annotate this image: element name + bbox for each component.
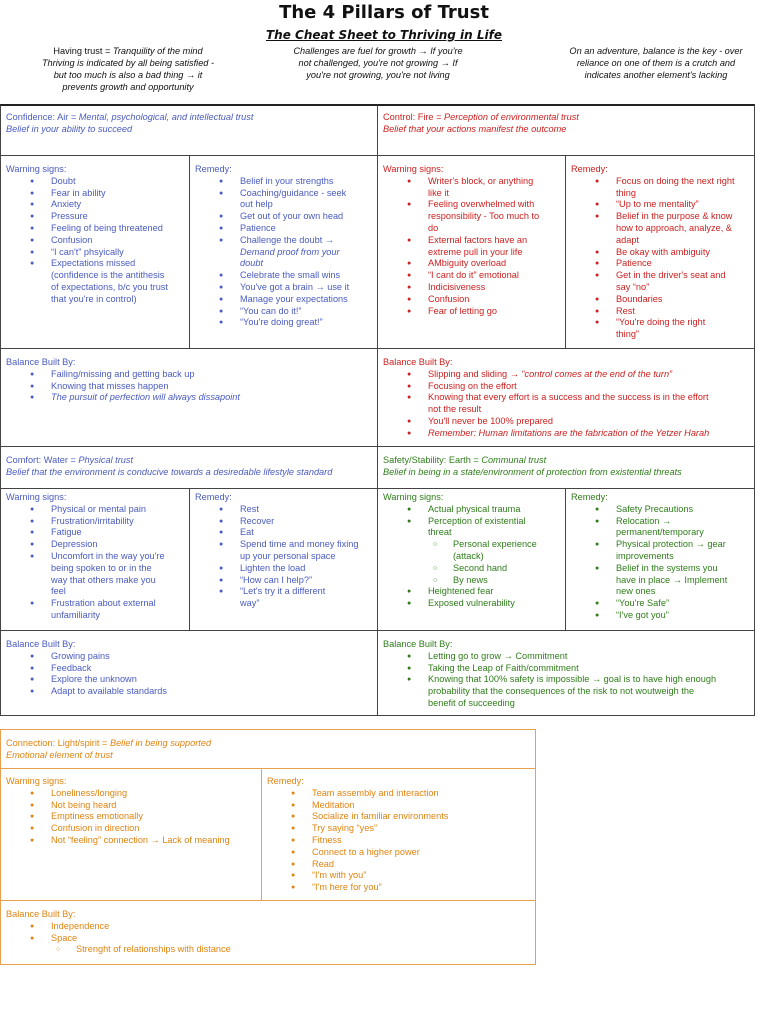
list-item: ● Fatigue xyxy=(6,527,183,539)
list-item: extreme pull in your life xyxy=(428,246,523,257)
list-item: ● Slipping and sliding → “control comes at the end of the turn” xyxy=(383,369,749,381)
list-item: ● Depression xyxy=(6,539,183,551)
list-item: ● Focusing on the effort xyxy=(383,381,749,393)
confidence-remedy: Remedy: ● Belief in your strengths ● Coaching/guidance - seek out help ● Get out of your own head ● Patience ● Challenge the doubt → Demand proof from your doubt ● Celebrate the small wins ● You've got a brain → use it ● Manage your expectations ● “You can do it!” ● “You're doing great!” xyxy=(189,160,377,333)
list-item: ● Boundaries xyxy=(571,294,749,306)
list-item: ● Uncomfort in the way you're xyxy=(6,551,183,563)
list-item: ● Patience xyxy=(571,258,749,270)
list-item: ● The pursuit of perfection will always dissapoint xyxy=(6,392,371,404)
intro-challenges: Challenges are fuel for growth → If you're not challenged, you're not growing → If you're not growing, you're not living xyxy=(293,46,463,80)
list-item: ● Not “feeling” connection → Lack of meaning xyxy=(6,835,255,847)
list-item: ● Fear in ability xyxy=(6,188,183,200)
list-item: ○ By news xyxy=(383,575,559,587)
list-item: ● Knowing that every effort is a success and the success is in the effort xyxy=(383,392,749,404)
list-item: ● Spend time and money fixing xyxy=(195,539,371,551)
control-balance: Balance Built By: ● Slipping and sliding → “control comes at the end of the turn” ● Focusing on the effort ● Knowing that every effort is a success and the success is in the effort not the result ● You'll never be 100% prepared ● Remember: Human limitations are the fabrication of the Yetzer Harah xyxy=(377,353,755,444)
list-item: ○ Strenght of relationships with distance xyxy=(6,944,530,956)
list-item: being spoken to or in the xyxy=(51,562,152,573)
list-item: ● Anxiety xyxy=(6,199,183,211)
list-item: ● Lighten the load xyxy=(195,563,371,575)
list-item: ● Physical or mental pain xyxy=(6,504,183,516)
list-item: ● Socialize in familiar environments xyxy=(267,811,530,823)
list-item: ● Exposed vulnerability xyxy=(383,598,559,610)
list-item: ● Recover xyxy=(195,516,371,528)
list-item: ● Writer's block, or anything xyxy=(383,176,559,188)
list-item: ● Growing pains xyxy=(6,651,371,663)
list-item: how to approach, analyze, & xyxy=(616,222,732,233)
list-item: ● External factors have an xyxy=(383,235,559,247)
list-item: ● Feeling of being threatened xyxy=(6,223,183,235)
confidence-warning: Warning signs: ● Doubt ● Fear in ability ● Anxiety ● Pressure ● Feeling of being threatened ● Confusion ● “I can't” phsyically ● Expectations missed (confidence is the antithesis of expectations, b/c you trust that you're in control) xyxy=(0,160,189,310)
list-item: ● Fear of letting go xyxy=(383,306,559,318)
list-item: ● AMbiguity overload xyxy=(383,258,559,270)
list-item: permanent/temporary xyxy=(616,527,704,538)
list-item: ● Independence xyxy=(6,921,530,933)
control-header: Control: Fire = Perception of environmental trust Belief that your actions manifest the outcome xyxy=(383,112,579,134)
list-item: ● Expectations missed xyxy=(6,258,183,270)
comfort-balance: Balance Built By: ● Growing pains ● Feedback ● Explore the unknown ● Adapt to available standards xyxy=(0,635,377,702)
list-item: improvements xyxy=(616,550,674,561)
intro-trust: Having trust = Tranquility of the mind Thriving is indicated by all being satisfied - but too much is also a bad thing → it prevents growth and opportunity xyxy=(41,46,215,92)
list-item: ● Eat xyxy=(195,527,371,539)
list-item: ● Feeling overwhelmed with xyxy=(383,199,559,211)
list-item: ● “You can do it!” xyxy=(195,306,371,318)
list-item: ● Team assembly and interaction xyxy=(267,788,530,800)
list-item: Demand proof from your xyxy=(240,246,340,257)
list-item: ● Belief in the purpose & know xyxy=(571,211,749,223)
confidence-header: Confidence: Air = Mental, psychological, and intellectual trust Belief in your ability to succeed xyxy=(6,112,254,134)
list-item: like it xyxy=(428,187,449,198)
list-item: ● “I'm here for you” xyxy=(267,882,530,894)
list-item: ● Emptiness emotionally xyxy=(6,811,255,823)
list-item: ○ Personal experience xyxy=(383,539,559,551)
list-item: benefit of succeeding xyxy=(428,697,515,708)
list-item: ● Physical protection → gear xyxy=(571,539,749,551)
list-item: up your personal space xyxy=(240,550,336,561)
list-item: ● “You're doing the right xyxy=(571,317,749,329)
list-item: ● Loneliness/longing xyxy=(6,788,255,800)
connection-remedy: Remedy: ● Team assembly and interaction ● Meditation ● Socialize in familiar environments ● Try saying “yes” ● Fitness ● Connect to a higher power ● Read ● “I'm with you” ● “I'm here for you” xyxy=(261,772,536,898)
comfort-remedy: Remedy: ● Rest ● Recover ● Eat ● Spend time and money fixing up your personal space ● Lighten the load ● “How can I help?” ● “Let's try it a different way” xyxy=(189,488,377,614)
list-item: responsibility - Too much to xyxy=(428,211,540,222)
list-item: ● Knowing that 100% safety is impossible → goal is to have high enough xyxy=(383,674,749,686)
list-item: ● Remember: Human limitations are the fabrication of the Yetzer Harah xyxy=(383,428,749,440)
list-item: do xyxy=(428,222,439,233)
list-item: ● “Let's try it a different xyxy=(195,586,371,598)
list-item: (confidence is the antithesis xyxy=(51,270,165,281)
list-item: that you're in control) xyxy=(51,293,137,304)
list-item: doubt xyxy=(240,258,263,269)
list-item: ● Read xyxy=(267,859,530,871)
list-item: new ones xyxy=(616,586,656,597)
list-item: ● Be okay with ambiguity xyxy=(571,247,749,259)
list-item: thing xyxy=(616,187,636,198)
connection-warning: Warning signs: ● Loneliness/longing ● Not being heard ● Emptiness emotionally ● Confusion in direction ● Not “feeling” connection → Lack of meaning xyxy=(0,772,261,851)
safety-balance: Balance Built By: ● Letting go to grow → Commitment ● Taking the Leap of Faith/commitment ● Knowing that 100% safety is impossible → goal is to have high enough probability that the consequences of the risk to not woutweigh the benefit of succeeding xyxy=(377,635,755,714)
list-item: ● “You're Safe” xyxy=(571,598,749,610)
list-item: ● Space xyxy=(6,933,530,945)
list-item: threat xyxy=(428,527,452,538)
list-item: out help xyxy=(240,199,273,210)
list-item: ● Coaching/guidance - seek xyxy=(195,188,371,200)
list-item: ● Patience xyxy=(195,223,371,235)
intro-balance: On an adventure, balance is the key - over reliance on one of them is a crutch and indicates another element's lacking xyxy=(569,46,743,80)
connection-header: Connection: Light/spirit = Belief in being supported Emotional element of trust xyxy=(6,738,212,760)
list-item: ● “I've got you” xyxy=(571,610,749,622)
list-item: ● Letting go to grow → Commitment xyxy=(383,651,749,663)
list-item: ● Challenge the doubt → xyxy=(195,235,371,247)
list-item: ● Get in the driver's seat and xyxy=(571,270,749,282)
list-item: thing” xyxy=(616,329,639,340)
control-warning: Warning signs: ● Writer's block, or anything like it ● Feeling overwhelmed with responsibility - Too much to do ● External factors have an extreme pull in your life ● AMbiguity overload ● “I cant do it” emotional ● Indicisiveness ● Confusion ● Fear of letting go xyxy=(377,160,565,321)
list-item: (attack) xyxy=(453,550,484,561)
list-item: ● Celebrate the small wins xyxy=(195,270,371,282)
list-item: ● Rest xyxy=(571,306,749,318)
list-item: way that others make you xyxy=(51,574,156,585)
list-item: ● Indicisiveness xyxy=(383,282,559,294)
list-item: ● Confusion in direction xyxy=(6,823,255,835)
list-item: ● Actual physical trauma xyxy=(383,504,559,516)
list-item: ● “I can't” phsyically xyxy=(6,247,183,259)
list-item: ● Belief in your strengths xyxy=(195,176,371,188)
list-item: ● Frustration/irritability xyxy=(6,516,183,528)
safety-header: Safety/Stability: Earth = Communal trust Belief in being in a state/environment of protection from existential threats xyxy=(383,455,682,477)
list-item: ● Rest xyxy=(195,504,371,516)
list-item: ○ Second hand xyxy=(383,563,559,575)
list-item: ● Knowing that misses happen xyxy=(6,381,371,393)
list-item: ● Connect to a higher power xyxy=(267,847,530,859)
list-item: not the result xyxy=(428,404,482,415)
list-item: ● Focus on doing the next right xyxy=(571,176,749,188)
list-item: ● “I'm with you” xyxy=(267,870,530,882)
list-item: have in place → Implement xyxy=(616,574,728,585)
list-item: ● Get out of your own head xyxy=(195,211,371,223)
list-item: ● Doubt xyxy=(6,176,183,188)
list-item: ● Adapt to available standards xyxy=(6,686,371,698)
list-item: ● Heightened fear xyxy=(383,586,559,598)
list-item: probability that the consequences of the risk to not woutweigh the xyxy=(428,686,695,697)
connection-balance: Balance Built By: ● Independence ● Space ○ Strenght of relationships with distance xyxy=(0,905,536,960)
comfort-warning: Warning signs: ● Physical or mental pain ● Frustration/irritability ● Fatigue ● Depression ● Uncomfort in the way you're being spoken to or in the way that others make you feel ● Frustration about external unfamiliarity xyxy=(0,488,189,626)
list-item: ● “How can I help?” xyxy=(195,575,371,587)
list-item: ● Belief in the systems you xyxy=(571,563,749,575)
list-item: ● You'll never be 100% prepared xyxy=(383,416,749,428)
list-item: ● Meditation xyxy=(267,800,530,812)
safety-remedy: Remedy: ● Safety Precautions ● Relocation → permanent/temporary ● Physical protection → gear improvements ● Belief in the systems you have in place → Implement new ones ● “You're Safe” ● “I've got you” xyxy=(565,488,755,626)
list-item: ● “You're doing great!” xyxy=(195,317,371,329)
list-item: ● Safety Precautions xyxy=(571,504,749,516)
list-item: ● Manage your expectations xyxy=(195,294,371,306)
list-item: ● Frustration about external xyxy=(6,598,183,610)
list-item: unfamiliarity xyxy=(51,609,101,620)
list-item: ● Not being heard xyxy=(6,800,255,812)
list-item: ● Feedback xyxy=(6,663,371,675)
list-item: ● Perception of existential xyxy=(383,516,559,528)
list-item: ● Confusion xyxy=(383,294,559,306)
list-item: ● Try saying “yes” xyxy=(267,823,530,835)
list-item: feel xyxy=(51,586,66,597)
list-item: say “no” xyxy=(616,281,650,292)
page-title: The 4 Pillars of Trust xyxy=(279,2,489,23)
list-item: ● Fitness xyxy=(267,835,530,847)
list-item: ● Pressure xyxy=(6,211,183,223)
list-item: ● You've got a brain → use it xyxy=(195,282,371,294)
list-item: adapt xyxy=(616,234,639,245)
control-remedy: Remedy: ● Focus on doing the next right thing ● “Up to me mentality” ● Belief in the purpose & know how to approach, analyze, & adapt ● Be okay with ambiguity ● Patience ● Get in the driver's seat and say “no” ● Boundaries ● Rest ● “You're doing the right thing” xyxy=(565,160,755,345)
list-item: ● Explore the unknown xyxy=(6,674,371,686)
list-item: way” xyxy=(240,598,260,609)
list-item: ● Taking the Leap of Faith/commitment xyxy=(383,663,749,675)
list-item: ● “I cant do it” emotional xyxy=(383,270,559,282)
page-subtitle: The Cheat Sheet to Thriving in Life xyxy=(265,28,503,42)
list-item: ● Failing/missing and getting back up xyxy=(6,369,371,381)
confidence-balance: Balance Built By: ● Failing/missing and getting back up ● Knowing that misses happen ● The pursuit of perfection will always dissapoint xyxy=(0,353,377,408)
list-item: ● Confusion xyxy=(6,235,183,247)
list-item: ● “Up to me mentality” xyxy=(571,199,749,211)
list-item: ● Relocation → xyxy=(571,516,749,528)
safety-warning: Warning signs: ● Actual physical trauma ● Perception of existential threat ○ Personal experience (attack) ○ Second hand ○ By news ● Heightened fear ● Exposed vulnerability xyxy=(377,488,565,614)
list-item: of expectations, b/c you trust xyxy=(51,281,168,292)
comfort-header: Comfort: Water = Physical trust Belief that the environment is conducive towards a desiredable lifestyle standard xyxy=(6,455,333,477)
